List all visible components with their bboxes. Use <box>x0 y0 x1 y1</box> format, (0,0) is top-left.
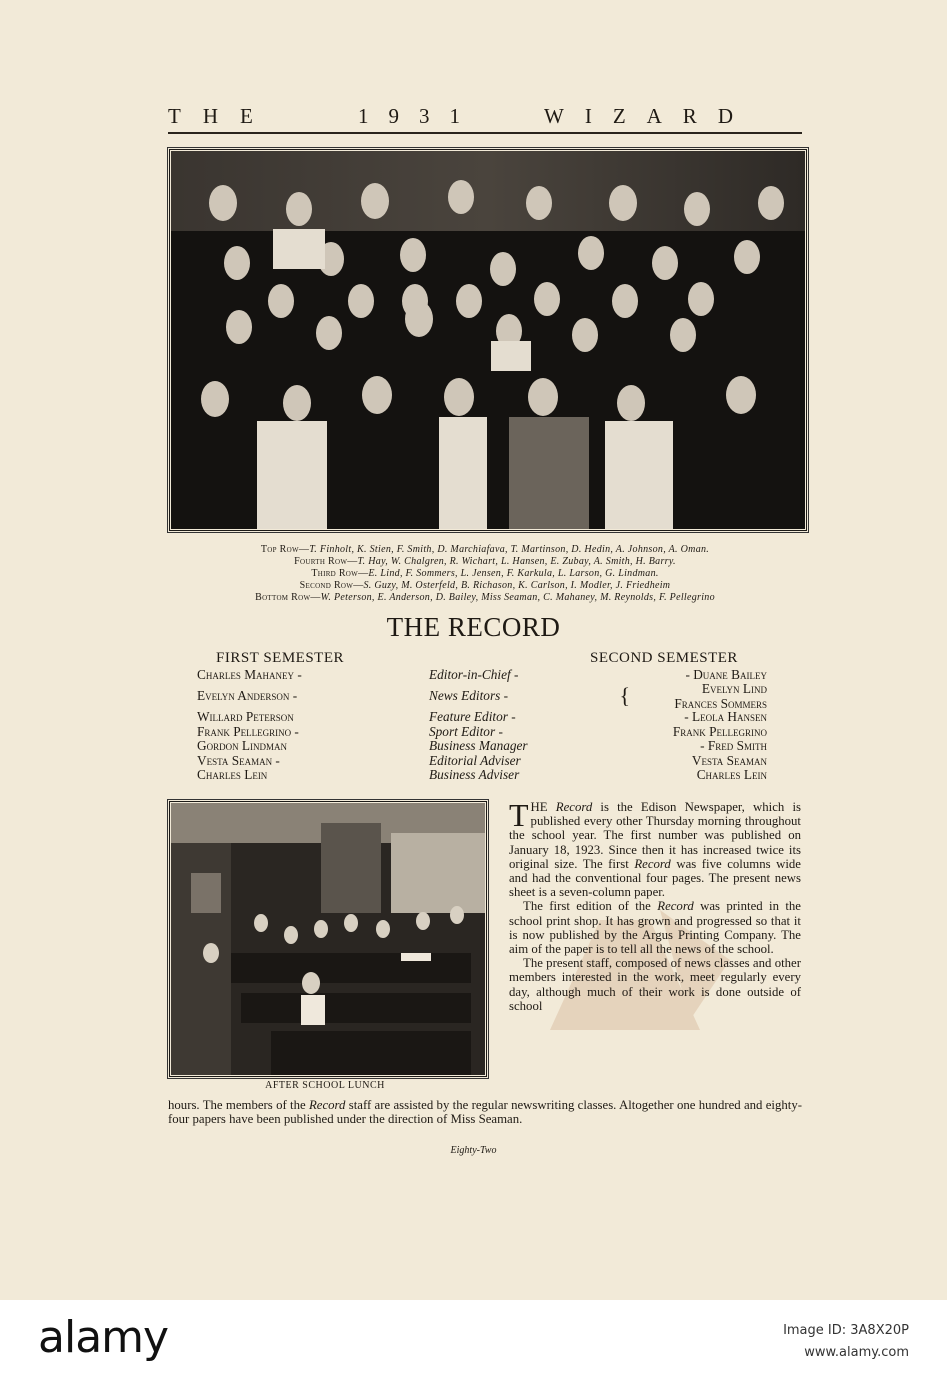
lunch-room-photo <box>168 800 488 1078</box>
brace-glyph: { <box>619 683 630 709</box>
running-head-left: THE <box>168 104 275 128</box>
caption-third-row: Third Row—E. Lind, F. Sommers, L. Jensen, F. Karkula, L. Larson, G. Lindman. <box>311 568 659 579</box>
article-paragraph: The present staff, composed of news classes and other members interested in the work, meet regularly every day, although much of their work is done outside of school <box>509 956 801 1013</box>
caption-fourth-row: Fourth Row—T. Hay, W. Chalgren, R. Wichart, L. Hansen, E. Zubay, A. Smith, H. Barry. <box>294 556 676 567</box>
article-paragraph: THE Record is the Edison Newspaper, which is published every other Thursday morning throughout the school year. The first number was published on January 18, 1923. Since then it has increased twice its original size. The first Record was five columns wide and had the conventional four pages. The present news sheet is a seven-column paper. <box>509 797 801 900</box>
running-head-rule <box>168 132 802 134</box>
group-photo-drawing <box>171 151 805 529</box>
footer-meta <box>783 1320 909 1364</box>
site-label: www.alamy.com <box>804 1345 909 1360</box>
staff-row: Gordon Lindman Business Manager - Fred Smith <box>197 738 767 754</box>
running-head-year: 1931 <box>358 104 480 128</box>
lunch-photo-drawing <box>171 803 485 1075</box>
section-title: THE RECORD <box>386 612 561 642</box>
second-semester-heading: SECOND SEMESTER <box>590 650 738 666</box>
article-column <box>509 797 801 1013</box>
caption-bottom-row: Bottom Row—W. Peterson, E. Anderson, D. Bailey, Miss Seaman, C. Mahaney, M. Reynolds, F. Pellegrino <box>255 592 715 603</box>
article-continuation <box>168 1098 802 1126</box>
staff-row: Frank Pellegrino - Sport Editor - Frank Pellegrino <box>197 723 767 739</box>
article-paragraph: hours. The members of the Record staff are assisted by the regular newswriting classes. Altogether one hundred and eighty-four papers have been published under the direction of Miss Seaman. <box>168 1098 802 1127</box>
staff-row: Evelyn Anderson - News Editors - { Evelyn Lind Frances Sommers <box>197 681 767 711</box>
staff-row: Charles Mahaney - Editor-in-Chief - - Duane Bailey <box>197 667 767 682</box>
article-paragraph: The first edition of the Record was printed in the school print shop. It has grown and progressed so that it is now published by the Argus Printing Company. The aim of the paper is to tell all the news of the school. <box>509 899 801 957</box>
running-head <box>168 104 802 134</box>
staff-group-photo <box>168 148 808 532</box>
stock-footer-bar <box>0 1300 947 1390</box>
alamy-logo: alamy <box>38 1312 169 1363</box>
lunch-photo-caption: AFTER SCHOOL LUNCH <box>265 1080 385 1091</box>
staff-row: Vesta Seaman - Editorial Adviser Vesta Seaman <box>197 752 767 768</box>
staff-row: Willard Peterson Feature Editor - - Leola Hansen <box>197 709 767 725</box>
staff-row: Charles Lein Business Adviser Charles Lein <box>197 766 767 782</box>
drop-cap: T <box>509 797 529 833</box>
first-semester-heading: FIRST SEMESTER <box>216 650 345 666</box>
staff-roster <box>197 668 767 782</box>
caption-top-row: Top Row—T. Finholt, K. Stien, F. Smith, D. Marchiafava, T. Martinson, D. Hedin, A. Johnson, A. Oman. <box>260 544 710 555</box>
page-number: Eighty-Two <box>450 1145 497 1156</box>
running-head-right: WIZARD <box>544 104 754 128</box>
image-id-label: Image ID: 3A8X20P <box>783 1323 909 1338</box>
photo-caption-block <box>150 544 820 604</box>
caption-second-row: Second Row—S. Guzy, M. Osterfeld, B. Richason, K. Carlson, I. Modler, J. Friedheim <box>299 580 671 591</box>
